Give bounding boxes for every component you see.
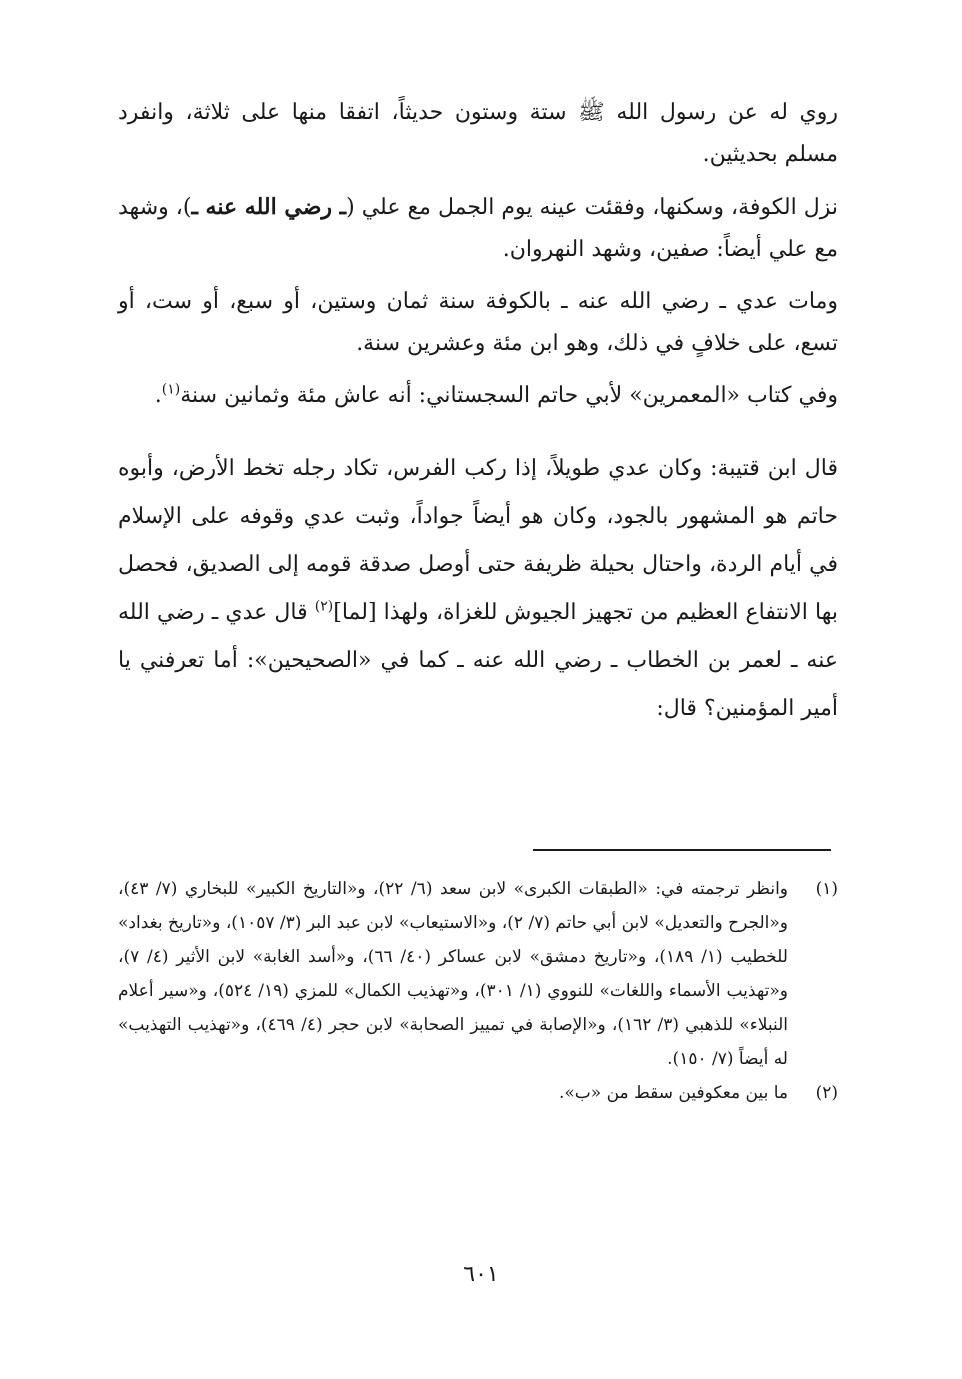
footnote-text: وانظر ترجمته في: «الطبقات الكبرى» لابن سعد (٦/ ٢٢)، و«التاريخ الكبير» للبخاري (٧/ ٤٣)، و«الجرح والتعديل» لابن أبي حاتم (٧/ ٢)، و«الاستيعاب» لابن عبد البر (٣/ ١٠٥٧)، و«تاريخ بغداد» للخطيب (١/ ١٨٩)، و«تاريخ دمشق» لابن عساكر (٤٠/ ٦٦)، و«أسد الغابة» لابن الأثير (٤/ ٧)، و«تهذيب الأسماء واللغات» للنووي (١/ ٣٠١)، و«تهذيب الكمال» للمزي (١٩/ ٥٢٤)، و«سير أعلام النبلاء» للذهبي (٣/ ١٦٢)، و«الإصابة في تمييز الصحابة» لابن حجر (٤/ ٤٦٩)، و«تهذيب التهذيب» له أيضاً (٧/ ١٥٠). (118, 879, 789, 1069)
footnote-text: ما بين معكوفين سقط من «ب». (558, 1083, 788, 1103)
honorific-text: ـ رضي الله عنه ـ (191, 194, 347, 220)
paragraph-muammarin (118, 375, 838, 417)
paragraph-text: وفي كتاب «المعمرين» لأبي حاتم السجستاني: أنه عاش مئة وثمانين سنة (180, 383, 838, 408)
footnote-1 (118, 872, 838, 1076)
page-number: ٦٠١ (463, 1262, 499, 1287)
paragraph-text: قال ابن قتيبة: وكان عدي طويلاً، إذا ركب الفرس، تكاد رجله تخط الأرض، وأبوه حاتم هو المشهور بالجود، وكان هو أيضاً جواداً، وثبت عدي وقوفه على الإسلام في أيام الردة، واحتال بحيلة ظريفة حتى أوصل صدقة قومه إلى الصديق، فحصل بها الانتفاع العظيم من تجهيز الجيوش للغزاة، ولهذا [لما] (118, 456, 839, 625)
paragraph-text: )، وشهد مع علي أيضاً: صفين، وشهد النهروان. (118, 195, 838, 262)
footnote-number: (٢) (815, 1083, 838, 1103)
footnote-ref-2: (٢) (314, 598, 334, 615)
paragraph-hadith-count (118, 92, 838, 176)
footnote-divider (533, 849, 831, 851)
footnote-2 (118, 1076, 838, 1110)
footnote-ref-1: (١) (161, 381, 181, 398)
footnote-number: (١) (815, 879, 838, 899)
paragraph-ibn-qutayba (118, 445, 838, 733)
paragraph-death (118, 281, 838, 365)
paragraph-text: ومات عدي ـ رضي الله عنه ـ بالكوفة سنة ثمان وستين، أو سبع، أو ست، أو تسع، على خلافٍ في ذلك، وهو ابن مئة وعشرين سنة. (118, 289, 838, 356)
footnotes (118, 872, 838, 1110)
paragraph-text: قال عدي ـ رضي الله عنه ـ لعمر بن الخطاب ـ رضي الله عنه ـ كما في «الصحيحين»: أما تعرفني يا أمير المؤمنين؟ قال: (118, 600, 838, 721)
paragraph-text: . (154, 383, 162, 408)
paragraph-text: روي له عن رسول الله ﷺ ستة وستون حديثاً، اتفقا منها على ثلاثة، وانفرد مسلم بحديثين. (118, 100, 838, 167)
main-text (118, 92, 838, 733)
paragraph-kufa (118, 186, 838, 271)
paragraph-text: نزل الكوفة، وسكنها، وفقئت عينه يوم الجمل مع علي ( (346, 195, 838, 220)
